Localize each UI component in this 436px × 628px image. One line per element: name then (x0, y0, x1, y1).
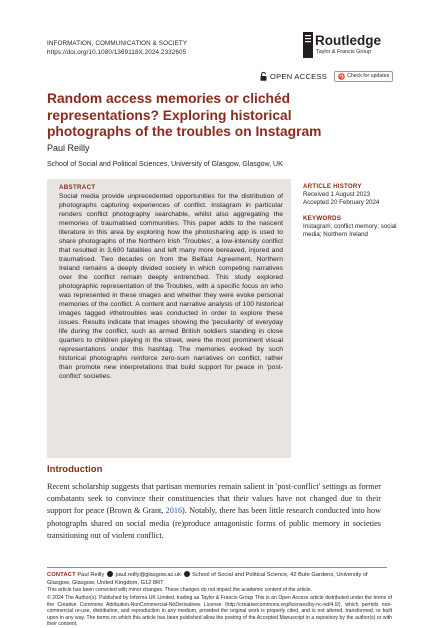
abstract-text: Social media provide unprecedented opportunities for the distribution of photographs capturing experiences of conflict. Instagram in particular renders conflict photography searchable, whilst also aggregating the memories of traumatised communities. This paper adds to the nascent literature in this area by exploring how the photosharing app is used to share photographs of the Northern Irish 'Troubles', a low-intensity conflict that resulted in 3,600 fatalities and left many more bereaved, injured and traumatised. Two decades on from the Belfast Agreement, Northern Ireland remains a deeply divided society in which competing narratives over the conflict remain deeply entrenched. This study explored photographic representation of the Troubles, with a specific focus on who was represented in these images and whether they were evoke personal memories of the conflict. A content and narrative analysis of 100 historical images tagged #thetroubles was conducted in order to explore these issues. Results indicate that images showing the 'peculiarity' of everyday life during the conflict, such as armed British soldiers standing in close quarters to children playing in the street, were the most prominent visual representations under this hashtag. The memories evoked by such historical photographs reinforce zero-sum narratives on conflict, rather than promote new interpretations that build support for peace in 'post-conflict' societies. (59, 192, 283, 380)
journal-header (47, 40, 187, 57)
refresh-icon (338, 73, 345, 80)
publisher-name: Routledge (315, 33, 381, 48)
contact-address: School of Social and Political Science, 42 Bute Gardens, University of Glasgow, Glasgow, United Kingdom, G12 8RT (47, 572, 368, 586)
article-sidebar (303, 183, 403, 239)
introduction-text (47, 481, 381, 542)
received-date: Received 1 August 2023 (303, 191, 371, 198)
contact-label: CONTACT (47, 572, 76, 578)
open-lock-icon (260, 72, 267, 81)
supplementary-note: This article has been corrected with minor changes. These changes do not impact the academic content of the article. (47, 587, 312, 593)
keywords-heading: KEYWORDS (303, 215, 342, 223)
intro-text-start: Recent scholarship suggests that partisan memories remain salient in 'post-conflict' settings as former combatants seek to convince their constituencies that their values have not changed due to their support for peace (Brown & Grant, (47, 482, 381, 516)
email-icon (107, 571, 113, 577)
intro-text-end: ). Notably, there has been little research conducted into how photographs shared on social media (re)produce antagonistic forms of public memory in societies transitioning out of violent conflict. (47, 506, 381, 540)
introduction-heading: Introduction (47, 464, 103, 475)
keywords-list: Instagram; conflict memory; social media; Northern Ireland (303, 223, 397, 239)
abstract-panel (47, 179, 291, 458)
accepted-date: Accepted 20 February 2024 (303, 199, 380, 207)
publisher-group: Taylor & Francis Group (316, 49, 372, 55)
citation-link[interactable]: 2016 (165, 506, 183, 516)
author-affiliation: School of Social and Political Sciences, University of Glasgow, Glasgow, UK (47, 161, 283, 168)
article-doi[interactable]: https://doi.org/10.1080/1369118X.2024.2332605 (47, 48, 187, 56)
check-updates-button[interactable] (334, 71, 393, 82)
check-updates-label: Check for updates (347, 73, 390, 79)
history-heading: ARTICLE HISTORY (303, 183, 362, 190)
routledge-mark-icon (303, 32, 313, 58)
article-title: Random access memories or clichéd representations? Exploring historical photographs of the troubles on Instagram (47, 91, 322, 139)
abstract-heading: ABSTRACT (59, 184, 96, 191)
open-access-label: OPEN ACCESS (270, 71, 328, 81)
address-icon (184, 571, 190, 577)
license-note: © 2024 The Author(s). Published by Informa UK Limited, trading as Taylor & Francis Group This is an Open Access article distributed under the terms of the Creative Commons Attribution-NonCommercial-NoDerivatives License (http://creativecommons.org/licenses/by-nc-nd/4.0/), which permits non-commercial re-use, distribution, and reproduction in any medium, provided the original work is properly cited, and is not altered, transformed, or built upon in any way. The terms on which this article has been published allow the posting of the Accepted Manuscript in a repository by the author(s) or with their consent. (47, 595, 392, 628)
contact-name: Paul Reilly (77, 572, 105, 578)
footnote-divider (47, 567, 387, 568)
journal-name: INFORMATION, COMMUNICATION & SOCIETY (47, 40, 188, 47)
author-name: Paul Reilly (47, 143, 90, 153)
publisher-logo[interactable] (303, 32, 389, 62)
contact-line (47, 571, 382, 587)
contact-email[interactable]: paul.reilly@glasgow.ac.uk (115, 572, 181, 578)
access-row (260, 70, 393, 82)
